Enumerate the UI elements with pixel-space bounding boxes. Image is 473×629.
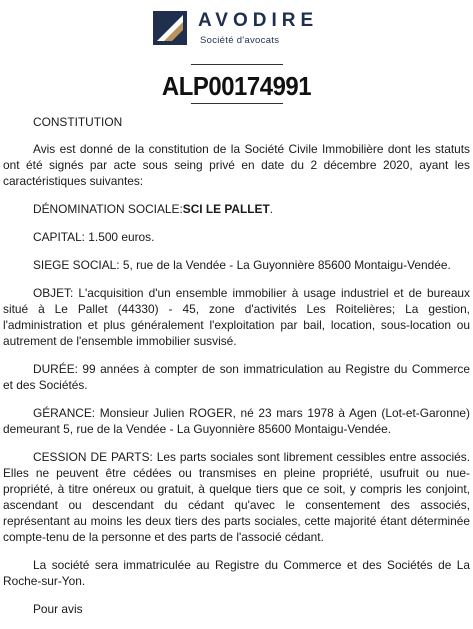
notice-objet: OBJET: L'acquisition d'un ensemble immobilier à usage industriel et de bureaux situé à Le Pallet (44330) - 45, zone d'activités Les Roitelières; La gestion, l'administration et plus généralement l'exploitation par bail, location, sous-location ou autrement de l'ensemble immobilier susvisé. <box>3 286 470 348</box>
notice-denomination <box>3 201 470 217</box>
notice-reference-number: ALP00174991 <box>161 71 312 101</box>
brand-name: AVODIRE <box>198 10 319 31</box>
notice-heading: CONSTITUTION <box>33 115 123 129</box>
notice-body <box>3 114 470 629</box>
denomination-label: DÉNOMINATION SOCIALE: <box>33 202 183 216</box>
notice-cession: CESSION DE PARTS: Les parts sociales sont librement cessibles entre associés. Elles ne peuvent être cédées ou transmises en pleine propriété, usufruit ou nue-propriété, à titre onéreux ou gratuit, à quelque tiers que ce soit, y compris les conjoint, ascendant ou descendant du cédant qu'avec le consentement des associés, représentant au moins les deux tiers des parts sociales, cette majorité étant déterminée compte-tenu de la personne et des parts de l'associé cédant. <box>3 450 470 544</box>
brand-header <box>0 10 473 50</box>
notice-closing: Pour avis <box>33 602 83 616</box>
avodire-triangle-logo-icon <box>153 11 187 45</box>
reference-divider-top <box>191 64 283 65</box>
denomination-value: SCI LE PALLET <box>182 202 270 216</box>
notice-siege: SIEGE SOCIAL: 5, rue de la Vendée - La Guyonnière 85600 Montaigu-Vendée. <box>33 258 451 272</box>
brand-tagline: Société d'avocats <box>200 35 280 46</box>
denomination-end: . <box>269 202 274 216</box>
notice-gerance: GÉRANCE: Monsieur Julien ROGER, né 23 mars 1978 à Agen (Lot-et-Garonne) demeurant 5, rue de la Vendée - La Guyonnière 85600 Montaigu-Vendée. <box>3 406 470 436</box>
notice-duree: DURÉE: 99 années à compter de son immatriculation au Registre du Commerce et des Sociétés. <box>3 362 470 392</box>
notice-intro: Avis est donné de la constitution de la Société Civile Immobilière dont les statuts ont été signés par acte sous seing privé en date du 2 décembre 2020, ayant les caractéristiques suivantes: <box>3 142 470 188</box>
notice-immatriculation: La société sera immatriculée au Registre du Commerce et des Sociétés de La Roche-sur-Yon. <box>3 558 470 588</box>
reference-divider-bottom <box>191 103 283 104</box>
notice-capital: CAPITAL: 1.500 euros. <box>33 230 155 244</box>
